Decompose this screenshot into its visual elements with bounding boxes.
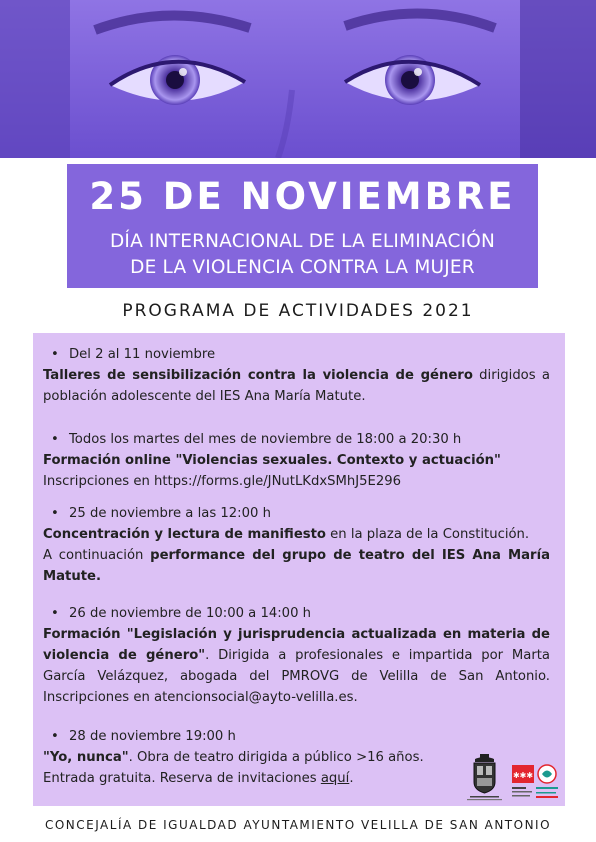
activity-item <box>43 603 550 708</box>
activity-title: Talleres de sensibilización contra la violencia de género <box>43 368 473 383</box>
activity-date: • 28 de noviembre 19:00 h <box>43 726 443 747</box>
activity-item <box>43 503 550 587</box>
activity-item <box>43 429 550 492</box>
activity-text-2: A continuación <box>43 548 151 563</box>
activity-date: • Del 2 al 11 noviembre <box>43 344 550 365</box>
activity-description <box>43 365 550 407</box>
activity-text-2: Entrada gratuita. Reserva de invitaciones <box>43 771 321 786</box>
activity-title: Concentración y lectura de manifiesto <box>43 527 326 542</box>
activity-description-2 <box>43 545 550 587</box>
activity-title-2: performance del grupo de teatro del IES Ana María Matute. <box>43 548 550 584</box>
footer-organizer: CONCEJALÍA DE IGUALDAD AYUNTAMIENTO VELILLA DE SAN ANTONIO <box>44 818 552 832</box>
comunidad-madrid-logo <box>512 763 560 803</box>
hero-image-eyes <box>0 0 596 158</box>
activity-text: en la plaza de la Constitución. <box>325 527 530 542</box>
activity-text-3: . <box>349 771 354 786</box>
activity-description <box>43 624 550 708</box>
title-banner <box>67 164 538 288</box>
activity-date: • Todos los martes del mes de noviembre de 18:00 a 20:30 h <box>43 429 550 450</box>
reservation-link[interactable]: aquí <box>320 771 350 786</box>
activity-registration[interactable]: Inscripciones en https://forms.gle/JNutLKdxSMhJ5E296 <box>43 474 402 489</box>
activity-date: • 25 de noviembre a las 12:00 h <box>43 503 550 524</box>
svg-text:✱✱✱: ✱✱✱ <box>512 771 534 780</box>
banner-title: 25 DE NOVIEMBRE <box>89 175 516 218</box>
activity-text: dirigidos a población adolescente del IES Ana María Matute. <box>43 368 550 404</box>
activity-description <box>43 450 550 471</box>
municipal-shield-logo <box>462 752 507 802</box>
activity-title: "Yo, nunca" <box>43 750 129 765</box>
activity-title: Formación "Legislación y jurisprudencia actualizada en materia de violencia de género" <box>43 627 550 663</box>
banner-subtitle-line1: DÍA INTERNACIONAL DE LA ELIMINACIÓN <box>109 231 496 252</box>
activities-panel <box>33 333 565 806</box>
program-title: PROGRAMA DE ACTIVIDADES 2021 <box>122 301 474 321</box>
activity-item <box>43 726 443 789</box>
activity-text: . Obra de teatro dirigida a público >16 años. <box>128 750 424 765</box>
activity-description <box>43 524 550 545</box>
activity-title: Formación online "Violencias sexuales. Contexto y actuación" <box>43 453 501 468</box>
banner-subtitle-line2: DE LA VIOLENCIA CONTRA LA MUJER <box>130 257 475 278</box>
activity-date: • 26 de noviembre de 10:00 a 14:00 h <box>43 603 550 624</box>
activity-description-2 <box>43 768 443 789</box>
activity-text: . Dirigida a profesionales e impartida por Marta García Velázquez, abogada del PMROVG de Velilla de San Antonio. Inscripciones en atencionsocial@ayto-velilla.es. <box>43 648 550 705</box>
activity-description <box>43 747 443 768</box>
activity-item <box>43 344 550 407</box>
banner-subtitle <box>67 229 538 281</box>
